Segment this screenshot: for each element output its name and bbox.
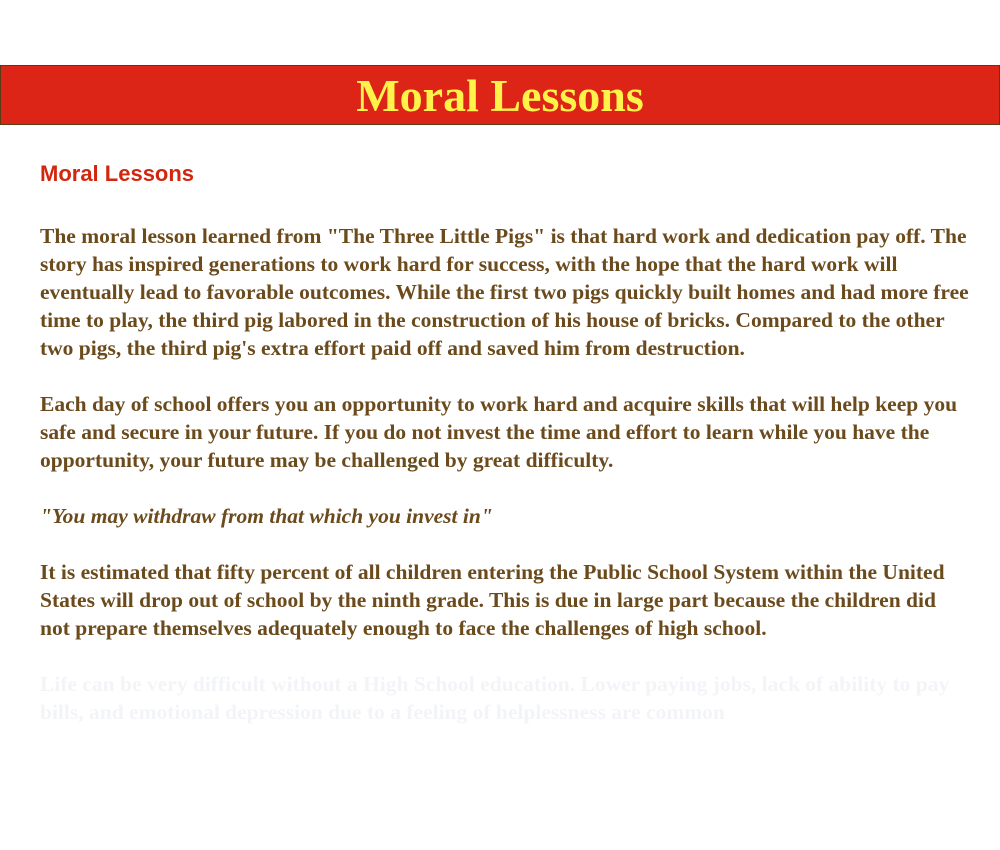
section-heading: Moral Lessons (40, 161, 195, 186)
banner-title: Moral Lessons (356, 70, 644, 121)
paragraph-moral-lesson: The moral lesson learned from "The Three Little Pigs" is that hard work and dedication pay off. The story has inspired generations to work hard for success, with the hope that the hard work will eventually lead to favorable outcomes. While the first two pigs quickly built homes and had more free time to play, the third pig labored in the construction of his house of bricks. Compared to the other two pigs, the third pig's extra effort paid off and saved him from destruction. (40, 224, 969, 360)
paragraph-faded-continuation: Life can be very difficult without a High School education. Lower paying jobs, lack of ability to pay bills, and emotional depression due to a feeling of helplessness are common (40, 672, 950, 724)
page-banner (0, 65, 1000, 125)
paragraph-dropout-statistic: It is estimated that fifty percent of all children entering the Public School System within the United States will drop out of school by the ninth grade. This is due in large part because the children did not prepare themselves adequately enough to face the challenges of high school. (40, 560, 945, 640)
article-content (40, 160, 970, 754)
quote-invest: "You may withdraw from that which you invest in" (40, 504, 493, 528)
paragraph-school-opportunity: Each day of school offers you an opportunity to work hard and acquire skills that will help keep you safe and secure in your future. If you do not invest the time and effort to learn while you have the opportunity, your future may be challenged by great difficulty. (40, 392, 958, 472)
